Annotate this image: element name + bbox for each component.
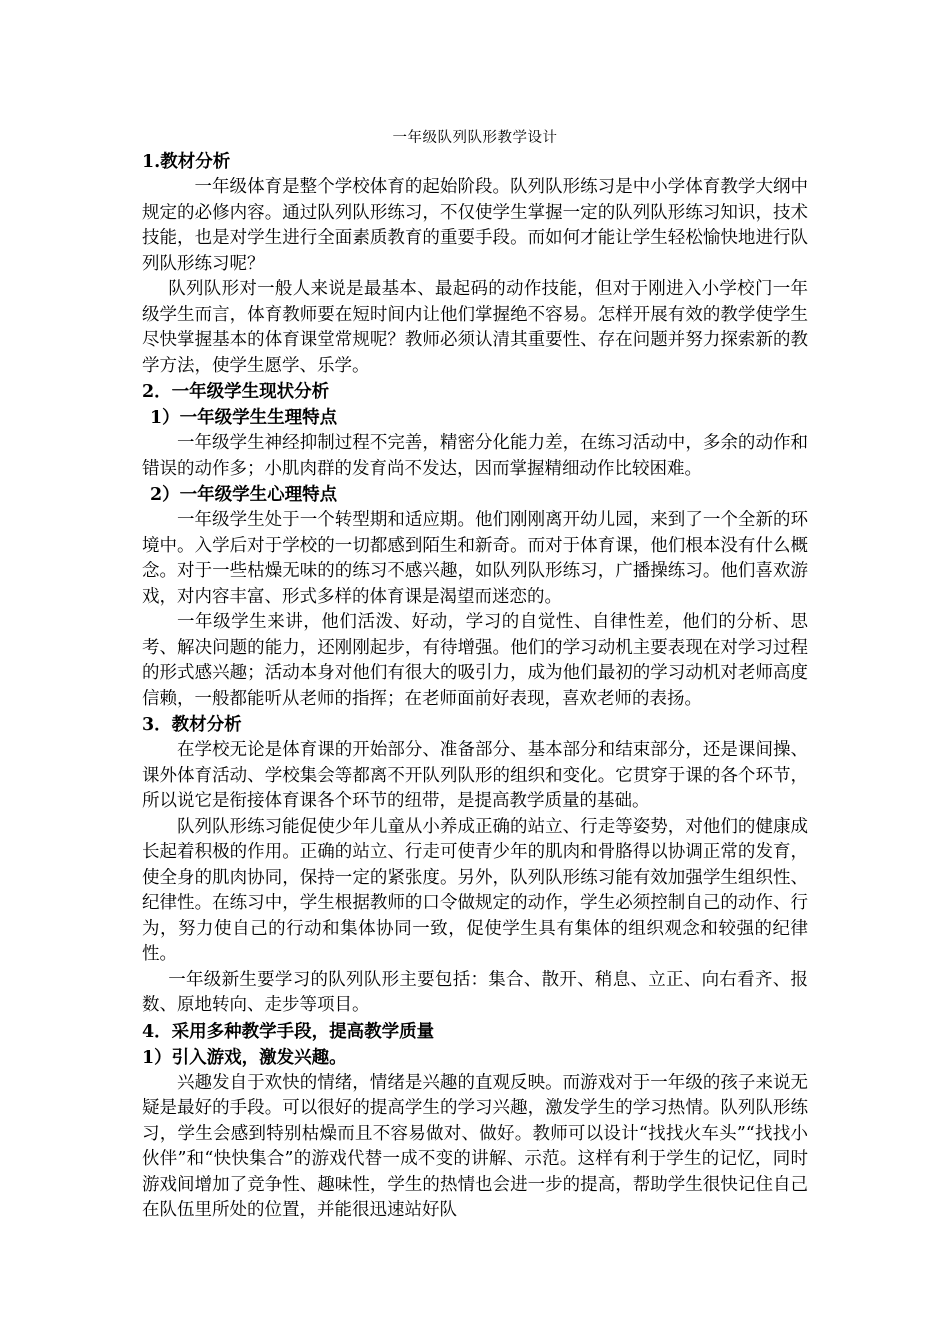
paragraph: 在学校无论是体育课的开始部分、准备部分、基本部分和结束部分，还是课间操、课外体育活动、学校集会等都离不开队列队形的组织和变化。它贯穿于课的各个环节，所以说它是衔接体育课各个环节的纽带，是提高教学质量的基础。 [142,740,808,811]
paragraph: 队列队形对一般人来说是最基本、最起码的动作技能，但对于刚进入小学校门一年级学生而言，体育教师要在短时间内让他们掌握绝不容易。怎样开展有效的教学使学生尽快掌握基本的体育课堂常规呢？教师必须认清其重要性、存在问题并努力探索新的教学方法，使学生愿学、乐学。 [142,279,808,376]
paragraph: 一年级新生要学习的队列队形主要包括：集合、散开、稍息、立正、向右看齐、报数、原地转向、走步等项目。 [142,969,808,1015]
section-heading: 4．采用多种教学手段，提高教学质量 [142,1021,435,1042]
section-heading: 1.教材分析 [142,152,231,172]
paragraph: 一年级学生神经抑制过程不完善，精密分化能力差，在练习活动中，多余的动作和错误的动作多；小肌肉群的发育尚不发达，因而掌握精细动作比较困难。 [142,433,808,479]
subsection-heading: 2）一年级学生心理特点 [150,485,338,505]
paragraph: 一年级学生来讲，他们活泼、好动，学习的自觉性、自律性差，他们的分析、思考、解决问题的能力，还刚刚起步，有待增强。他们的学习动机主要表现在对学习过程的形式感兴趣；活动本身对他们有很大的吸引力，成为他们最初的学习动机对老师高度信赖，一般都能听从老师的指挥；在老师面前好表现，喜欢老师的表扬。 [142,612,808,709]
section-heading: 2．一年级学生现状分析 [142,382,330,402]
subsection-heading: 1）一年级学生生理特点 [150,408,338,428]
paragraph: 队列队形练习能促使少年儿童从小养成正确的站立、行走等姿势，对他们的健康成长起着积极的作用。正确的站立、行走可使青少年的肌肉和骨胳得以协调正常的发育，使全身的肌肉协同，保持一定的紧张度。另外，队列队形练习能有效加强学生组织性、纪律性。在练习中，学生根据教师的口令做规定的动作，学生必须控制自己的动作、行为，努力使自己的行动和集体协同一致，促使学生具有集体的组织观念和较强的纪律性。 [142,816,808,964]
document-body [142,149,808,1224]
paragraph: 兴趣发自于欢快的情绪，情绪是兴趣的直观反映。而游戏对于一年级的孩子来说无疑是最好的手段。可以很好的提高学生的学习兴趣，激发学生的学习热情。队列队形练习，学生会感到特别枯燥而且不容易做对、做好。教师可以设计“找找火车头”“找找小伙伴”和“快快集合”的游戏代替一成不变的讲解、示范。这样有利于学生的记忆，同时游戏间增加了竞争性、趣味性，学生的热情也会进一步的提高，帮助学生很快记住自己在队伍里所处的位置，并能很迅速站好队 [142,1072,808,1220]
section-heading: 1）引入游戏，激发兴趣。 [142,1047,347,1068]
section-heading: 3．教材分析 [142,715,242,735]
paragraph: 一年级学生处于一个转型期和适应期。他们刚刚离开幼儿园，来到了一个全新的环境中。入学后对于学校的一切都感到陌生和新奇。而对于体育课，他们根本没有什么概念。对于一些枯燥无味的的练习不感兴趣，如队列队形练习，广播操练习。他们喜欢游戏，对内容丰富、形式多样的体育课是渴望而迷恋的。 [142,510,808,607]
paragraph: 一年级体育是整个学校体育的起始阶段。队列队形练习是中小学体育教学大纲中规定的必修内容。通过队列队形练习，不仅使学生掌握一定的队列队形练习知识，技术技能，也是对学生进行全面素质教育的重要手段。而如何才能让学生轻松愉快地进行队列队形练习呢？ [142,177,808,274]
document-title: 一年级队列队形教学设计 [392,130,558,146]
